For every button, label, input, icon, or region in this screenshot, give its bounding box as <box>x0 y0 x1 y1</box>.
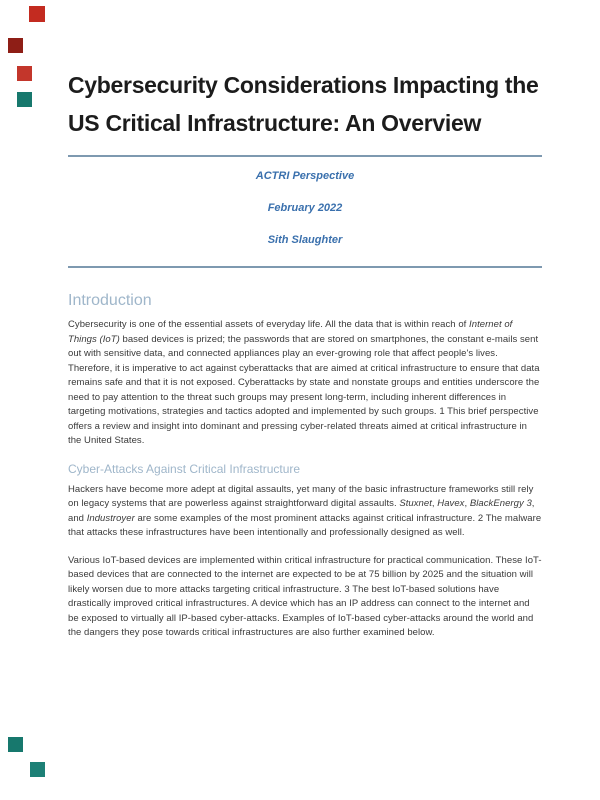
paragraph-text: Cybersecurity is one of the essential assets of everyday life. All the data that is within reach of <box>68 319 470 330</box>
section-heading: Cyber-Attacks Against Critical Infrastructure <box>68 461 301 476</box>
italic-term: Internet of Things (IoT) <box>68 319 513 345</box>
paragraph-text: , <box>431 498 438 509</box>
paragraph-text: are some examples of the most prominent attacks against critical infrastructure. 2 The malware that attacks these infrastructures have been intentionally and professionally designed as well. <box>68 512 542 538</box>
author-name: Sith Slaughter <box>267 234 343 246</box>
italic-term: BlackEnergy 3 <box>469 498 532 509</box>
document-content <box>68 0 542 654</box>
document-body <box>68 292 542 641</box>
paragraph <box>68 554 542 641</box>
document-title: Cybersecurity Considerations Impacting the US Critical Infrastructure: An Overview <box>68 72 539 136</box>
artifact-square <box>8 737 23 752</box>
divider-bottom <box>68 266 542 268</box>
paragraph <box>68 318 542 449</box>
paragraph <box>68 483 542 541</box>
italic-term: Stuxnet <box>399 498 432 509</box>
paragraph-text: Hackers have become more adept at digital assaults, yet many of the basic infrastructure frameworks still rely on legacy systems that are powerless against straightforward digital assaults. <box>68 483 534 509</box>
meta-block <box>68 170 542 247</box>
italic-term: Industroyer <box>86 512 135 524</box>
artifact-square <box>17 66 32 81</box>
publication-date: February 2022 <box>267 202 343 214</box>
italic-term: Havex <box>437 498 465 509</box>
publication-name: ACTRI Perspective <box>255 170 355 182</box>
divider-top <box>68 155 542 157</box>
artifact-square <box>29 6 45 22</box>
artifact-square <box>30 762 45 777</box>
section-heading: Introduction <box>68 292 152 309</box>
artifact-square <box>8 38 23 53</box>
paragraph-text: Various IoT-based devices are implemented within critical infrastructure for practical communication. These IoT-based devices that are connected to the internet are expected to be at 75 billion by 2025 and the situation will likely worsen due to more attacks targeting critical infrastructure. 3 The best IoT-based solutions have drastically improved critical infrastructures. A device which has an IP address can connect to the internet and be exposed to virtually all IP-based cyber-attacks. Examples of IoT-based cyber-attacks around the world and the dangers they pose towards critical infrastructures are also further examined below. <box>68 554 542 638</box>
artifact-square <box>17 92 32 107</box>
paragraph-text: based devices is prized; the passwords that are stored on smartphones, the constant e-mails sent out with sensitive data, and connected appliances play an ever-growing role that affect people's lives. Therefore, it is imperative to act against cyberattacks that are aimed at critical infrastructure to ensure that data remains safe and that it is not exposed. Cyberattacks by state and nonstate groups and entities underscore the need to pay attention to the threat such groups may present long-term, including inherent differences in targeting motivations, strategies and tactics adopted and implemented by such groups. 1 This brief perspective offers a review and insight into dominant and pressing cyber-related threats aimed at critical infrastructure in the United States. <box>68 333 540 446</box>
paragraph-text: , and <box>68 498 535 524</box>
paragraph-text: , <box>464 498 470 509</box>
